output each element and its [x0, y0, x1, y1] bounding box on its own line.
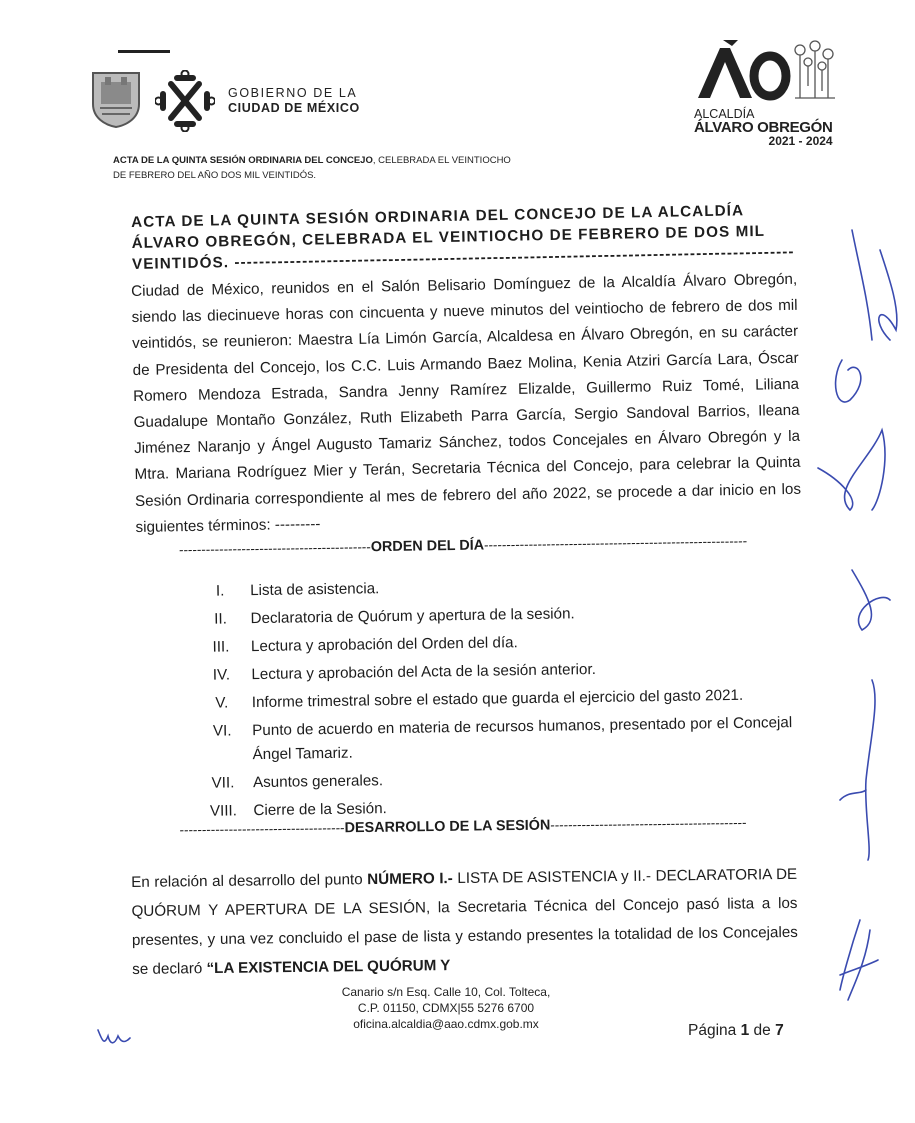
agenda-text: Asuntos generales. — [252, 772, 384, 792]
cdmx-logo-icon — [155, 70, 215, 132]
alcaldia-logo-icon — [690, 36, 840, 108]
orden-dash-right: ----------------------------------------------------------- — [483, 533, 748, 553]
agenda-text: Punto de acuerdo en materia de recursos humanos, presentado por el Concejal Ángel Tamariz. — [252, 714, 793, 764]
intro-paragraph — [131, 267, 802, 541]
signature-3 — [818, 430, 885, 510]
document-title-text: ACTA DE LA QUINTA SESIÓN ORDINARIA DEL CONCEJO DE LA ALCALDÍA ÁLVARO OBREGÓN, CELEBRADA EL VEINTIOCHO DE FEBRERO DE DOS MIL VEINTIDÓS. — [131, 202, 765, 273]
footer-address1: Canario s/n Esq. Calle 10, Col. Tolteca, — [341, 985, 551, 999]
agenda-text: Lectura y aprobación del Orden del día. — [250, 634, 518, 656]
acta-header-rest: , CELEBRADA EL VEINTIOCHO — [372, 155, 511, 166]
intro-dash-fill: --------- — [274, 515, 321, 534]
government-label — [228, 86, 360, 116]
agenda-numeral: III. — [212, 638, 230, 656]
alcaldia-years: 2021 - 2024 — [768, 134, 833, 148]
gov-line1: GOBIERNO DE LA — [228, 86, 358, 100]
header-rule — [118, 50, 170, 53]
signature-6 — [840, 920, 878, 1000]
orden-heading-text: ORDEN DEL DÍA — [370, 537, 485, 556]
footer-address2: C.P. 01150, CDMX|55 5276 6700 — [357, 1001, 535, 1015]
signature-5 — [840, 680, 875, 860]
agenda-numeral: II. — [214, 610, 228, 628]
agenda-numeral: VI. — [212, 722, 232, 740]
page-number — [688, 1022, 784, 1040]
body-text-b: NÚMERO I.- — [367, 870, 453, 889]
desarrollo-heading-text: DESARROLLO DE LA SESIÓN — [344, 817, 551, 837]
intro-text: Ciudad de México, reunidos en el Salón Belisario Domínguez de la Alcaldía Álvaro Obregón, siendo las diecinueve horas con cincuenta y nueve minutos del veintiocho de febrero de dos mil veintidós, se reunieron: Maestra Lía Limón García, Alcaldesa en Álvaro Obregón, en su carácter de Presidenta del Concejo, los C.C. Luis Armando Baez Molina, Kenia Atziri García Lara, Óscar Romero Mendoza Estrada, Sandra Jenny Ramírez Elizalde, Guillermo Ruiz Tomé, Liliana Guadalupe Montaño González, Ruth Elizabeth Parra García, Sergio Sandoval Barrios, Ileana Jiménez Naranjo y Ángel Augusto Tamariz Sánchez, todos Concejales en Álvaro Obregón y la Mtra. Mariana Rodríguez Mier y Terán, Secretaria Técnica del Concejo, para celebrar la Quinta Sesión Ordinaria correspondiente al mes de febrero del año 2022, se procede a dar inicio en los siguientes términos: — [131, 270, 802, 536]
agenda-item — [190, 599, 790, 632]
page-total: 7 — [775, 1022, 784, 1039]
agenda-item — [191, 627, 791, 660]
agenda-list — [190, 571, 794, 828]
agenda-numeral: VII. — [211, 774, 235, 792]
alcaldia-label-top: ALCALDÍA — [694, 107, 755, 121]
acta-header-line2: DE FEBRERO DEL AÑO DOS MIL VEINTIDÓS. — [113, 170, 317, 181]
agenda-text: Lectura y aprobación del Acta de la sesión anterior. — [251, 660, 596, 684]
agenda-text: Cierre de la Sesión. — [253, 800, 387, 820]
agenda-numeral: IV. — [212, 666, 231, 684]
gov-line2: CIUDAD DE MÉXICO — [228, 101, 360, 115]
alcaldia-label — [694, 108, 833, 148]
desarrollo-dash-left: ------------------------------------- — [179, 820, 345, 838]
body-text-a: En relación al desarrollo del punto — [131, 871, 368, 891]
agenda-item — [193, 763, 793, 796]
signature-2 — [836, 360, 861, 402]
agenda-item — [192, 711, 793, 768]
signature-initials — [98, 1030, 130, 1043]
document-title — [131, 199, 798, 275]
agenda-item — [190, 571, 790, 604]
coat-of-arms-icon — [90, 70, 142, 128]
agenda-text: Informe trimestral sobre el estado que guarda el ejercicio del gasto 2021. — [251, 686, 744, 712]
page-current: 1 — [740, 1022, 750, 1039]
footer-email: oficina.alcaldia@aao.cdmx.gob.mx — [353, 1017, 539, 1031]
signature-4 — [852, 570, 890, 630]
desarrollo-paragraph — [131, 860, 798, 984]
agenda-item — [191, 655, 791, 688]
agenda-text: Lista de asistencia. — [250, 580, 380, 600]
body-text-c: LISTA DE ASISTENCIA y II.- DECLARATORIA DE QUÓRUM Y APERTURA DE LA SESIÓN, la Secretaria Técnica del Concejo pasó lista a los presentes, y una vez concluido el pase de lista y estando presentes la totalidad de los Concejales se declaró — [131, 865, 798, 978]
agenda-numeral: V. — [215, 694, 229, 712]
desarrollo-dash-right: -------------------------------------------- — [550, 814, 747, 833]
agenda-numeral: VIII. — [209, 802, 238, 820]
acta-header-bold: ACTA DE LA QUINTA SESIÓN ORDINARIA DEL CONCEJO — [113, 155, 373, 166]
title-dash-fill: ------------------------------------------------------------------------------------------- — [234, 243, 795, 272]
page-prefix: Página — [688, 1022, 741, 1039]
alcaldia-name: ÁLVARO OBREGÓN — [694, 119, 833, 136]
signature-1 — [852, 230, 897, 340]
acta-running-header — [113, 153, 511, 183]
agenda-text: Declaratoria de Quórum y apertura de la sesión. — [250, 605, 575, 628]
orden-dash-left: ------------------------------------------- — [178, 539, 371, 558]
page-mid: de — [749, 1022, 776, 1039]
body-text-d: “LA EXISTENCIA DEL QUÓRUM Y — [206, 957, 451, 978]
footer-address — [316, 984, 576, 1032]
agenda-item — [192, 683, 792, 716]
agenda-numeral: I. — [215, 582, 225, 600]
